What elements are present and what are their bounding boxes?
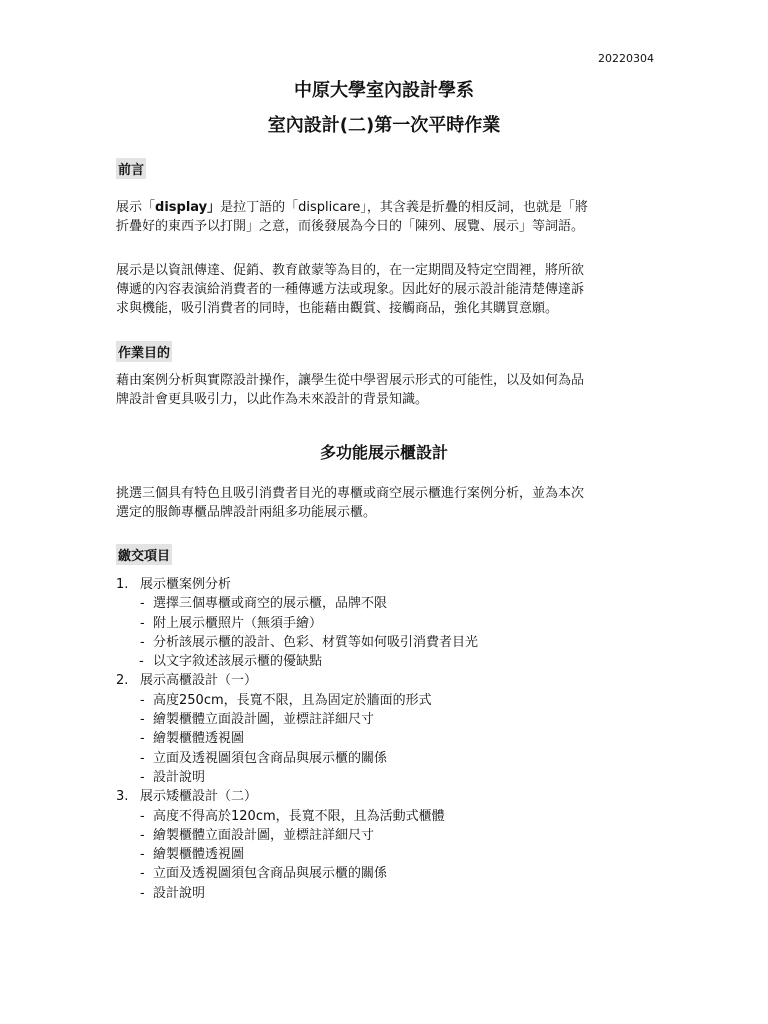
preface-paragraph-2 <box>116 261 656 318</box>
item-label: 展示高櫃設計（一） <box>140 673 258 689</box>
dash: - <box>139 654 144 670</box>
sub-item-text: 繪製櫃體立面設計圖，並標註詳細尺寸 <box>153 827 375 843</box>
sub-item-text: 設計說明 <box>153 885 206 901</box>
dash: - <box>140 596 145 612</box>
sub-item-text: 立面及透視圖須包含商品與展示櫃的關係 <box>153 750 388 766</box>
paragraph-line: 求與機能，吸引消費者的同時，也能藉由觀賞、接觸商品，強化其購買意願。 <box>116 301 559 316</box>
design-section-title: 多功能展示櫃設計 <box>319 443 448 462</box>
sub-item-text: 分析該展示櫃的設計、色彩、材質等如何吸引消費者目光 <box>153 634 479 650</box>
preface-p1-line-2: 折疊好的東西予以打開」之意，而後發展為今日的「陳列、展覽、展示」等詞語。 <box>116 219 585 234</box>
dash: - <box>140 827 145 843</box>
sub-item-text: 選擇三個專櫃或商空的展示櫃，品牌不限 <box>153 596 388 612</box>
sub-item-text: 立面及透視圖須包含商品與展示櫃的關係 <box>153 866 388 882</box>
purpose-paragraph <box>116 371 656 409</box>
dash: - <box>140 615 145 631</box>
item-number: 2. <box>116 673 129 689</box>
sub-item-text: 附上展示櫃照片（無須手繪） <box>153 615 323 631</box>
design-paragraph <box>116 484 656 522</box>
document-date: 20220304 <box>598 52 654 65</box>
text-fragment: 是拉丁語的「displicare」，其含義是折疊的相反詞，也就是「將 <box>220 200 588 215</box>
sub-item-text: 設計說明 <box>153 769 206 785</box>
text-fragment: 展示「 <box>116 200 156 215</box>
section-heading-purpose: 作業目的 <box>116 341 172 362</box>
item-label: 展示櫃案例分析 <box>140 577 232 592</box>
paragraph-line: 展示是以資訊傳達、促銷、教育啟蒙等為目的，在一定期間及特定空間裡，將所欲 <box>116 263 585 278</box>
paragraph-line: 牌設計會更具吸引力，以此作為未來設計的背景知識。 <box>116 392 429 407</box>
section-heading-submission: 繳交項目 <box>116 544 172 565</box>
paragraph-line: 挑選三個具有特色且吸引消費者目光的專櫃或商空展示櫃進行案例分析，並為本次 <box>116 486 585 501</box>
sub-item-text: 繪製櫃體立面設計圖，並標註詳細尺寸 <box>153 712 375 728</box>
paragraph-line: 選定的服飾專櫃品牌設計兩組多功能展示櫃。 <box>116 505 377 520</box>
paragraph-line: 傳遞的內容表演給消費者的一種傳遞方法或現象。因此好的展示設計能清楚傳達訴 <box>116 282 585 297</box>
dash: - <box>140 769 145 785</box>
sub-item-text: 繪製櫃體透視圖 <box>153 847 245 863</box>
preface-p1-line-1 <box>116 198 656 217</box>
paragraph-line: 藉由案例分析與實際設計操作，讓學生從中學習展示形式的可能性，以及如何為品 <box>116 373 585 388</box>
item-number: 3. <box>116 789 129 805</box>
section-heading-preface: 前言 <box>116 158 146 179</box>
item-label: 展示矮櫃設計（二） <box>140 789 258 805</box>
dash: - <box>140 866 145 882</box>
dash: - <box>140 692 145 708</box>
bold-term-display: display」 <box>155 200 221 215</box>
sub-item-text: 以文字敘述該展示櫃的優缺點 <box>153 654 323 670</box>
item-number: 1. <box>116 577 129 592</box>
department-title: 中原大學室內設計學系 <box>294 80 474 101</box>
dash: - <box>140 634 145 650</box>
dash: - <box>140 885 145 901</box>
sub-item-text: 繪製櫃體透視圖 <box>153 731 245 747</box>
dash: - <box>140 750 145 766</box>
dash: - <box>140 847 145 863</box>
assignment-title: 室內設計(二)第一次平時作業 <box>267 115 501 136</box>
dash: - <box>140 712 145 728</box>
sub-item-text: 高度不得高於120cm，長寬不限，且為活動式櫃體 <box>153 808 445 824</box>
sub-item-text: 高度250cm，長寬不限，且為固定於牆面的形式 <box>153 692 432 708</box>
dash: - <box>140 731 145 747</box>
preface-paragraph-1 <box>116 198 656 236</box>
dash: - <box>140 808 145 824</box>
